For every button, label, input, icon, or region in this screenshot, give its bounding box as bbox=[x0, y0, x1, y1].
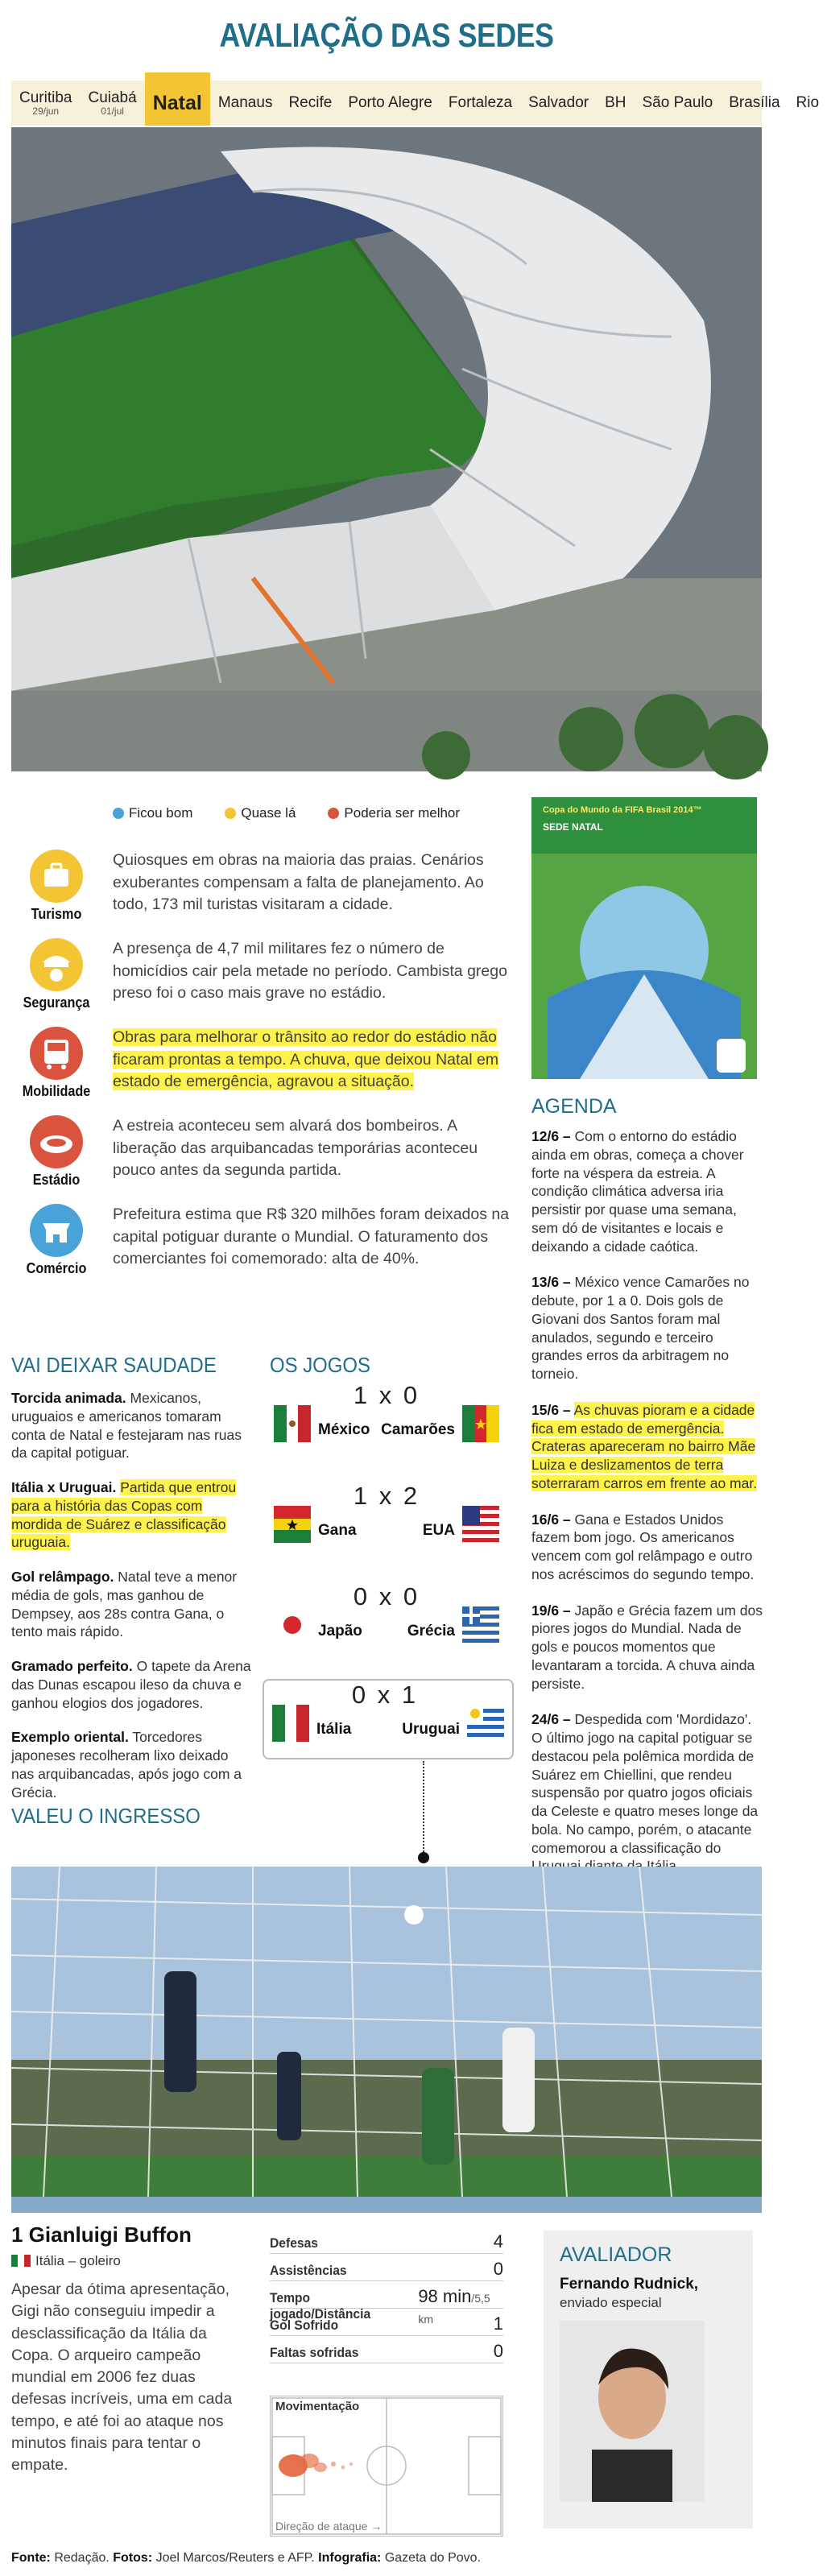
home-team: Itália bbox=[316, 1721, 352, 1738]
uruguay-flag-icon bbox=[467, 1705, 504, 1742]
stat-unit: /5,5 km bbox=[418, 2292, 490, 2326]
home-team: Gana bbox=[318, 1522, 357, 1539]
city-name: Fortaleza bbox=[448, 94, 513, 112]
city-date: 29/jun bbox=[32, 105, 60, 117]
home-team: México bbox=[318, 1421, 370, 1438]
game-ghana-usa bbox=[266, 1482, 507, 1562]
away-team: Grécia bbox=[407, 1623, 455, 1639]
player-stats bbox=[270, 2227, 503, 2363]
credit-text: Joel Marcos/Reuters e AFP. bbox=[152, 2551, 319, 2565]
city-name: São Paulo bbox=[642, 94, 713, 112]
city-tab-rio[interactable] bbox=[788, 81, 827, 126]
saudade-item bbox=[11, 1657, 253, 1712]
stat-label: Assistências bbox=[270, 2263, 347, 2278]
ingresso-heading: VALEU O INGRESSO bbox=[11, 1804, 201, 1828]
agenda-text: Japão e Grécia fazem um dos piores jogos do Mundial. Nada de gols e poucos momentos que levantaram a torcida. A chuva ainda persiste. bbox=[531, 1602, 763, 1692]
japan-flag-icon bbox=[274, 1606, 311, 1644]
credit-text: Gazeta do Povo. bbox=[381, 2551, 482, 2565]
category-text: Prefeitura estima que R$ 320 milhões foram deixados na capital potiguar durante o Mundial. O faturamento dos comerciantes foi comemorado: alta de 40%. bbox=[113, 1205, 510, 1268]
city-name: Recife bbox=[288, 94, 333, 112]
agenda-item bbox=[531, 1511, 765, 1584]
city-tab-salvador[interactable] bbox=[520, 81, 597, 126]
category-label: Comércio bbox=[26, 1260, 87, 1276]
saudade-highlight: Partida que entrou para a história das Copas com mordida de Suárez e classificação uruguaia. bbox=[11, 1479, 237, 1551]
city-tab-bh[interactable] bbox=[597, 81, 634, 126]
agenda-date: 24/6 – bbox=[531, 1711, 571, 1728]
bus-icon bbox=[30, 1027, 83, 1080]
saudade-title: Gramado perfeito. bbox=[11, 1658, 133, 1674]
game-mexico-cameroon bbox=[266, 1381, 507, 1462]
category-label: Mobilidade bbox=[22, 1083, 91, 1099]
agenda-list bbox=[531, 1127, 765, 1893]
saudade-list bbox=[11, 1389, 253, 1817]
city-tab-natal[interactable] bbox=[145, 72, 210, 126]
stat-value bbox=[418, 2286, 503, 2328]
city-name: Brasília bbox=[729, 94, 780, 112]
reviewer-role: enviado especial bbox=[560, 2295, 662, 2310]
stat-number: 0 bbox=[493, 2341, 503, 2361]
agenda-date: 15/6 – bbox=[531, 1401, 571, 1418]
city-name: Porto Alegre bbox=[348, 94, 432, 112]
italy-flag-icon bbox=[11, 2255, 31, 2267]
saudade-item bbox=[11, 1728, 253, 1801]
saudade-text: Torcedores japoneses recolheram lixo deixado nas arquibancadas, após jogo com a Grécia. bbox=[11, 1729, 242, 1801]
agenda-item bbox=[531, 1127, 765, 1255]
city-tabs bbox=[11, 81, 820, 126]
category-text: A estreia aconteceu sem alvará dos bombeiros. A liberação das arquibancadas temporárias aconteceu pouco antes da segunda partida. bbox=[113, 1117, 478, 1180]
saudade-item bbox=[11, 1389, 253, 1462]
agenda-item bbox=[531, 1273, 765, 1383]
agenda-text: México vence Camarões no debute, por 1 a 0. Dois gols de Giovani dos Santos foram mal anulados, segundo e terceiro grandes erros da arbitragem no torneio. bbox=[531, 1274, 750, 1382]
agenda-text: Com o entorno do estádio ainda em obras, começa a chover forte na véspera da estreia. A condição climática adversa iria persistir por quase uma semana, sem dó de visitantes e locais e deixando a cidade caótica. bbox=[531, 1128, 744, 1255]
saudade-item bbox=[11, 1478, 253, 1552]
credit-label: Fonte: bbox=[11, 2551, 51, 2565]
saudade-title: Itália x Uruguai. bbox=[11, 1479, 117, 1495]
reviewer-name: Fernando Rudnick, bbox=[560, 2276, 699, 2293]
saudade-title: Exemplo oriental. bbox=[11, 1729, 129, 1746]
game-score: 1 x 2 bbox=[353, 1482, 420, 1510]
mexico-flag-icon bbox=[274, 1405, 311, 1442]
agenda-date: 12/6 – bbox=[531, 1128, 571, 1144]
city-date: 01/jul bbox=[101, 105, 124, 117]
saudade-title: Gol relâmpago. bbox=[11, 1569, 114, 1585]
city-tab-curitiba[interactable] bbox=[11, 81, 80, 126]
suitcase-icon bbox=[30, 850, 83, 903]
stat-value bbox=[494, 2341, 503, 2362]
yellow-dot-icon bbox=[225, 808, 236, 819]
away-team: Camarões bbox=[381, 1421, 455, 1438]
poster-title: Copa do Mundo da FIFA Brasil 2014™ bbox=[543, 805, 702, 815]
stat-value bbox=[494, 2259, 503, 2280]
category-text: Quiosques em obras na maioria das praias. Cenários exuberantes compensam a falta de planejamento. Ao todo, 173 mil turistas visitaram a cidade. bbox=[113, 851, 484, 914]
red-dot-icon bbox=[328, 808, 339, 819]
shop-icon bbox=[30, 1204, 83, 1257]
legend-label: Poderia ser melhor bbox=[344, 805, 461, 821]
credit-text: Redação. bbox=[50, 2551, 114, 2565]
agenda-text: Gana e Estados Unidos fazem bom jogo. Os americanos vencem com gol relâmpago e outro nos acréscimos do segundo tempo. bbox=[531, 1511, 755, 1582]
agenda-heading: AGENDA bbox=[531, 1095, 617, 1118]
connector-line bbox=[423, 1761, 424, 1858]
reviewer-portrait bbox=[560, 2321, 705, 2502]
cameroon-flag-icon bbox=[462, 1405, 499, 1442]
game-japan-greece bbox=[266, 1582, 507, 1663]
city-name: Rio bbox=[796, 94, 820, 112]
city-tab-fortaleza[interactable] bbox=[440, 81, 520, 126]
city-name: Cuiabá bbox=[88, 89, 137, 106]
saudade-title: Torcida animada. bbox=[11, 1390, 126, 1406]
stat-value bbox=[494, 2313, 503, 2334]
stat-number: 98 min bbox=[418, 2286, 472, 2306]
game-score: 0 x 1 bbox=[351, 1681, 419, 1709]
legend-label: Quase lá bbox=[241, 805, 296, 821]
rating-legend bbox=[113, 805, 460, 821]
stat-row bbox=[270, 2254, 503, 2281]
agenda-date: 19/6 – bbox=[531, 1602, 571, 1619]
credits bbox=[11, 2551, 481, 2566]
stat-number: 0 bbox=[493, 2259, 503, 2279]
stadium-photo bbox=[11, 127, 762, 771]
city-name: Curitiba bbox=[19, 89, 72, 106]
usa-flag-icon bbox=[462, 1506, 499, 1543]
movement-label: Movimentação bbox=[275, 2400, 360, 2413]
match-photo bbox=[11, 1867, 762, 2213]
agenda-highlight: As chuvas pioram e a cidade fica em estado de emergência. Crateras apareceram no bairro Mãe Luiza e deslizamentos de terra soterraram carros em frente ao mar. bbox=[531, 1401, 758, 1491]
legend-item-almost bbox=[225, 805, 296, 821]
stadium-icon bbox=[30, 1115, 83, 1168]
home-team: Japão bbox=[318, 1623, 362, 1639]
agenda-item bbox=[531, 1401, 765, 1493]
reviewer-box bbox=[544, 2231, 753, 2528]
game-italy-uruguay bbox=[263, 1679, 514, 1759]
legend-item-good bbox=[113, 805, 192, 821]
reviewer-heading: AVALIADOR bbox=[560, 2243, 672, 2266]
stat-label: Faltas sofridas bbox=[270, 2345, 359, 2360]
city-name: BH bbox=[605, 94, 626, 112]
city-tab-cuiaba[interactable] bbox=[80, 81, 144, 126]
stat-row bbox=[270, 2227, 503, 2254]
agenda-text: Despedida com 'Mordidazo'. O último jogo na capital potiguar se destacou pela polêmica mordida de Suárez em Chiellini, que rendeu suspensão por quatro jogos oficiais da Celeste e quatro meses longe da bola. No campo, porém, o atacante comemorou a classificação do bbox=[531, 1711, 759, 1856]
category-label: Estádio bbox=[32, 1172, 81, 1188]
agenda-item bbox=[531, 1602, 765, 1693]
saudade-heading: VAI DEIXAR SAUDADE bbox=[11, 1353, 217, 1377]
player-description: Apesar da ótima apresentação, Gigi não conseguiu impedir a desclassificação da Itália da Copa. O arqueiro campeão mundial em 2006 fez duas defesas incríveis, uma em cada tempo, e até foi ao ataque nos minutos finais para tentar o empate. bbox=[11, 2280, 233, 2475]
stat-label: Defesas bbox=[270, 2235, 319, 2251]
city-name: Salvador bbox=[528, 94, 589, 112]
stat-label: Gol Sofrido bbox=[270, 2318, 339, 2333]
game-score: 1 x 0 bbox=[353, 1381, 420, 1409]
page-title: AVALIAÇÃO DAS SEDES bbox=[219, 16, 554, 54]
game-score: 0 x 0 bbox=[353, 1582, 420, 1611]
direction-label: Direção de ataque bbox=[275, 2520, 368, 2533]
stat-number: 1 bbox=[493, 2313, 503, 2334]
legend-item-could-be-better bbox=[328, 805, 460, 821]
italy-flag-icon bbox=[272, 1705, 309, 1742]
attack-direction bbox=[275, 2520, 382, 2533]
saudade-text: Mexicanos, uruguaios e americanos tomaram conta de Natal e festejaram nas ruas da capital potiguar. bbox=[11, 1390, 242, 1462]
agenda-item bbox=[531, 1710, 765, 1875]
city-name: Manaus bbox=[217, 94, 273, 112]
category-label: Turismo bbox=[31, 906, 82, 922]
saudade-item bbox=[11, 1568, 253, 1641]
stat-value bbox=[494, 2231, 503, 2252]
police-cap-icon bbox=[30, 938, 83, 991]
city-tab-manaus[interactable] bbox=[210, 81, 281, 126]
poster-subtitle: SEDE NATAL bbox=[543, 821, 603, 833]
agenda-date: 16/6 – bbox=[531, 1511, 571, 1528]
agenda-date: 13/6 – bbox=[531, 1274, 571, 1291]
category-text bbox=[113, 1027, 515, 1094]
greece-flag-icon bbox=[462, 1606, 499, 1644]
blue-dot-icon bbox=[113, 808, 124, 819]
stat-label: Tempo jogado/Distância bbox=[270, 2290, 371, 2322]
stat-row bbox=[270, 2336, 503, 2363]
player-name: 1 Gianluigi Buffon bbox=[11, 2222, 192, 2247]
category-label: Segurança bbox=[23, 994, 90, 1011]
arrow-right-icon: → bbox=[370, 2520, 382, 2533]
movement-heatmap bbox=[270, 2396, 503, 2537]
connector-dot bbox=[418, 1852, 429, 1863]
ghana-flag-icon bbox=[274, 1506, 311, 1543]
player-team bbox=[11, 2253, 121, 2269]
city-tab-brasilia[interactable] bbox=[721, 81, 788, 126]
legend-label: Ficou bom bbox=[129, 805, 193, 821]
stadium-illustration bbox=[11, 127, 762, 771]
away-team: EUA bbox=[422, 1522, 455, 1539]
credit-label: Fotos: bbox=[113, 2551, 153, 2565]
highlighted-text: Obras para melhorar o trânsito ao redor do estádio não ficaram prontas a tempo. A chuva, que deixou Natal em estado de emergência, agravou a situação. bbox=[113, 1028, 499, 1091]
category-text: A presença de 4,7 mil militares fez o número de homicídios cair pela metade no período. Cambista grego preso foi o caso mais grave no estádio. bbox=[113, 940, 507, 1003]
city-name: Natal bbox=[152, 91, 202, 114]
stat-number: 4 bbox=[493, 2231, 503, 2251]
credit-label: Infografia: bbox=[318, 2551, 382, 2565]
city-tab-porto-alegre[interactable] bbox=[340, 81, 440, 126]
city-tab-recife[interactable] bbox=[280, 81, 340, 126]
saudade-text: O tapete da Arena das Dunas escapou ileso da chuva e ganhou elogios dos jogadores. bbox=[11, 1658, 251, 1711]
games-heading: OS JOGOS bbox=[270, 1353, 370, 1377]
city-tab-sao-paulo[interactable] bbox=[635, 81, 722, 126]
away-team: Uruguai bbox=[402, 1721, 460, 1738]
saudade-text: Natal teve a menor média de gols, mas ganhou de Dempsey, aos 28s contra Gana, o tento mais rápido. bbox=[11, 1569, 238, 1640]
player-team-label: Itália – goleiro bbox=[35, 2253, 121, 2268]
world-cup-poster bbox=[531, 797, 757, 1079]
